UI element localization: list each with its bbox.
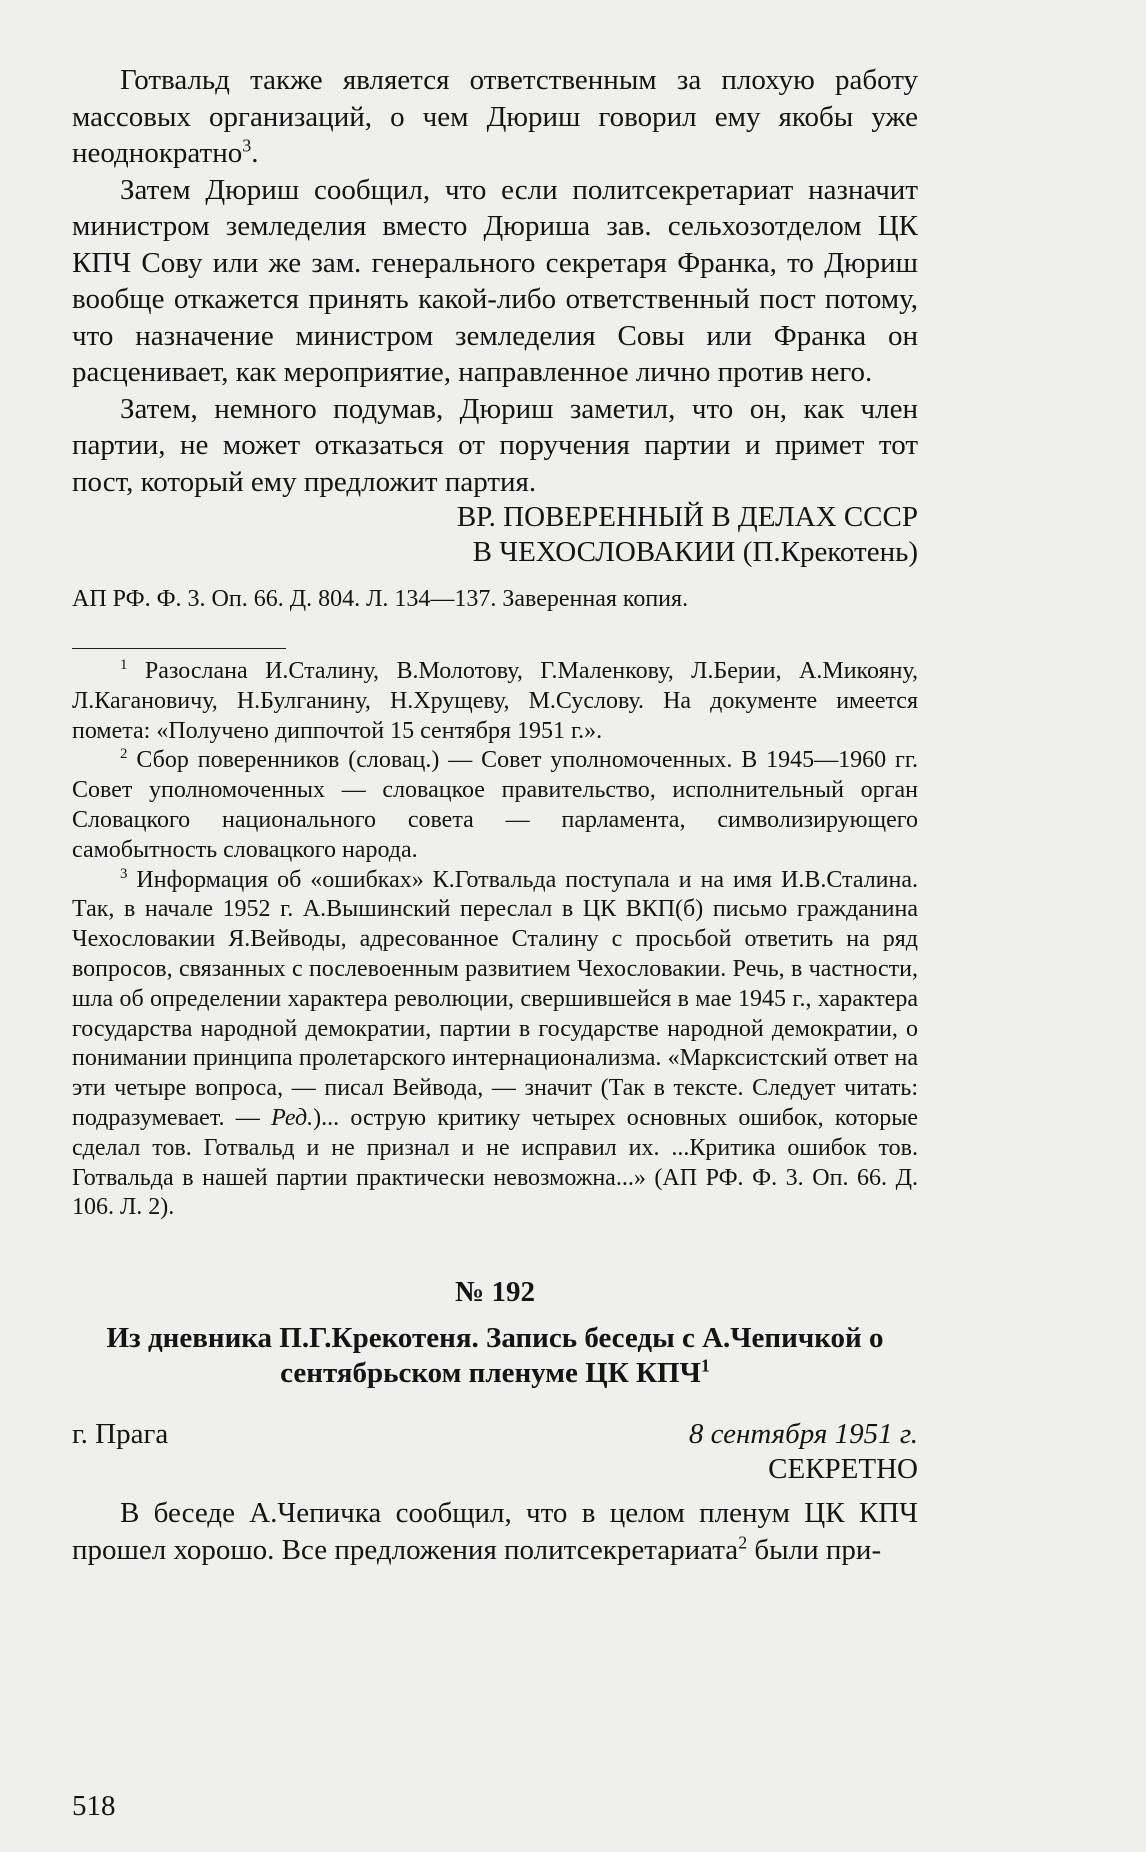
document-title: Из дневника П.Г.Крекотеня. Запись беседы с А.Чепичкой о сентябрьском пленуме ЦК КПЧ$^1$ (106, 1322, 884, 1390)
footnote: $^1$ Разослана И.Сталину, В.Молотову, Г.Маленкову, Л.Берии, А.Микояну, Л.Кагановичу, Н.Булганину, Н.Хрущеву, М.Суслову. На документе имеется помета: «Получено диппочтой 15 сентября 1951 г.». (72, 657, 919, 744)
page-number: 518 (72, 1790, 116, 1822)
place: г. Прага (72, 1418, 169, 1451)
footnote-number: 2 (120, 746, 128, 763)
signature (72, 500, 918, 570)
footnote-ref: 1 (700, 1355, 710, 1376)
footnote-divider (72, 648, 286, 649)
archive-source: АП РФ. Ф. 3. Оп. 66. Д. 804. Л. 134—137. Заверенная копия. (72, 586, 689, 612)
footnote: $^3$ Информация об «ошибках» К.Готвальда поступала и на имя И.В.Сталина. Так, в начале 1952 г. А.Вышинский переслал в ЦК ВКП(б) письмо гражданина Чехословакии Я.Вейводы, адресованное Сталину с просьбой ответить на ряд вопросов, связанных с послевоенным развитием Чехословакии. Речь, в частности, шла об определении характера революции, свершившейся в мае 1945 г., характера государства народной демократии, партии в государстве народной демократии, о понимании принципа пролетарского интернационализма. «Марксистский ответ на эти четыре вопроса, — писал Вейвода, — значит (Так в тексте. Следует читать: подразумевает. — Ред.)... острую критику четырех основных ошибок, которые сделал тов. Готвальд и не признал и не исправил их. ...Критика ошибок тов. Готвальда в нашей партии практически невозможна...» (АП РФ. Ф. 3. Оп. 66. Д. 106. Л. 2). (72, 865, 919, 1221)
footnote: $^2$ Сбор поверенников (словац.) — Совет уполномоченных. В 1945—1960 гг. Совет уполномоченных — словацкое правительство, исполнительный орган Словацкого национального совета — парламента, символизирующего самобытность словацкого народа. (72, 746, 918, 863)
place-date-row (72, 1417, 918, 1452)
paragraph: В беседе А.Чепичка сообщил, что в целом пленум ЦК КПЧ прошел хорошо. Все предложения политсекретариата$^2$ были при- (72, 1497, 918, 1566)
classification-stamp: СЕКРЕТНО (768, 1453, 918, 1486)
date: 8 сентября 1951 г. (688, 1418, 918, 1451)
footnotes (72, 657, 918, 1223)
document-number: № 192 (455, 1276, 535, 1309)
footnote-ref: 2 (738, 1531, 748, 1552)
paragraph: Готвальд также является ответственным за плохую работу массовых организаций, о чем Дюриш говорил ему якобы уже неоднократно$^3$. (72, 64, 918, 169)
paragraph: Затем, немного подумав, Дюриш заметил, что он, как член партии, не может отказаться от поручения партии и примет тот пост, который ему предложит партия. (72, 392, 918, 498)
signature-line: ВР. ПОВЕРЕННЫЙ В ДЕЛАХ СССР (456, 501, 918, 533)
page-body (72, 62, 918, 1568)
footnote-number: 1 (120, 657, 128, 673)
paragraph: Затем Дюриш сообщил, что если политсекретариат назначит министром земледелия вместо Дюриша зав. сельхозотделом ЦК КПЧ Сову или же зам. генерального секретаря Франка, то Дюриш вообще откажется принять какой-либо ответственный пост потому, что назначение министром земледелия Совы или Франка он расценивает, как мероприятие, направленное лично против него. (72, 173, 918, 388)
footnote-ref: 3 (242, 135, 252, 156)
footnote-number: 3 (120, 865, 128, 882)
signature-line: В ЧЕХОСЛОВАКИИ (П.Крекотень) (472, 536, 918, 568)
